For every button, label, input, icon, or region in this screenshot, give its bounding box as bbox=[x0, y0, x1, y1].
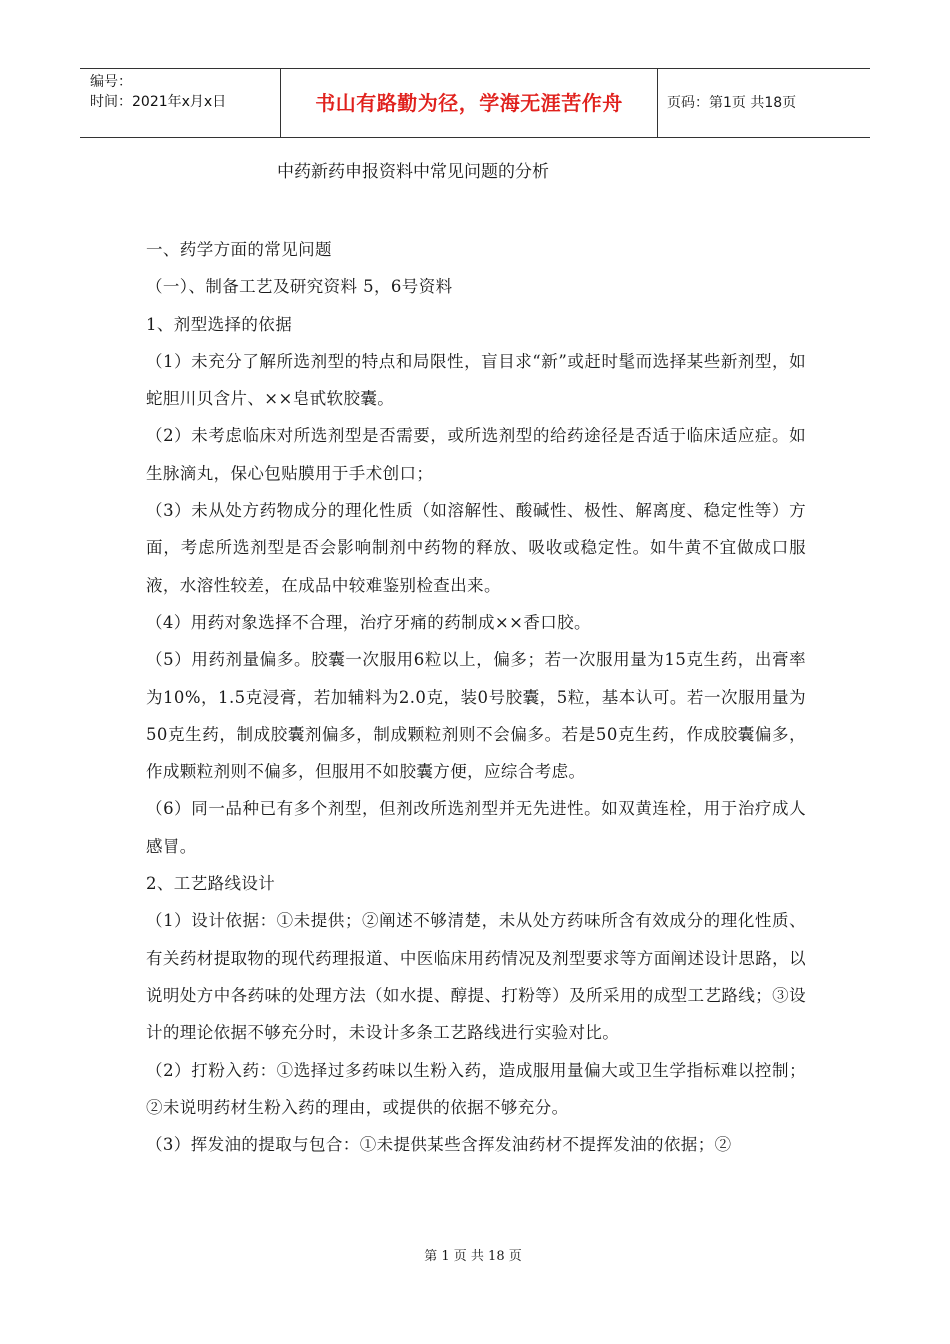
footer-page-number: 第 1 页 共 18 页 bbox=[424, 1249, 522, 1264]
header-page-info: 页码：第1页 共18页 bbox=[667, 95, 797, 111]
item-heading: 1、剂型选择的依据 bbox=[146, 314, 293, 334]
body-paragraph: （6）同一品种已有多个剂型，但剂改所选剂型并无先进性。如双黄连栓，用于治疗成人感冒。 bbox=[146, 799, 806, 856]
subsection-heading: （一）、制备工艺及研究资料 5，6号资料 bbox=[146, 277, 453, 297]
header-motto-cell bbox=[280, 69, 658, 137]
item-heading: 2、工艺路线设计 bbox=[146, 874, 276, 894]
document-number-label: 编号： bbox=[90, 74, 132, 90]
section-heading: 一、药学方面的常见问题 bbox=[146, 240, 332, 259]
body-paragraph: （3）挥发油的提取与包合：①未提供某些含挥发油药材不提挥发油的依据；② bbox=[146, 1135, 732, 1155]
body-paragraph: （4）用药对象选择不合理，治疗牙痛的药制成××香口胶。 bbox=[146, 612, 591, 632]
document-body bbox=[146, 231, 806, 1163]
header-page-cell bbox=[658, 69, 870, 137]
body-paragraph: （1）未充分了解所选剂型的特点和局限性，盲目求“新”或赶时髦而选择某些新剂型，如蛇胆川贝含片、××皂甙软胶囊。 bbox=[146, 351, 806, 409]
page-header bbox=[80, 68, 870, 138]
body-paragraph: （5）用药剂量偏多。胶囊一次服用6粒以上，偏多；若一次服用量为15克生药，出膏率为10%，1.5克浸膏，若加辅料为2.0克，装0号胶囊，5粒，基本认可。若一次服用量为50克生药，制成胶囊剂偏多，制成颗粒剂则不会偏多。若是50克生药，作成胶囊偏多，作成颗粒剂则不偏多，但服用不如胶囊方便，应综合考虑。 bbox=[146, 650, 806, 782]
body-paragraph: （2）打粉入药：①选择过多药味以生粉入药，造成服用量偏大或卫生学指标难以控制；②未说明药材生粉入药的理由，或提供的依据不够充分。 bbox=[146, 1060, 806, 1117]
body-paragraph: （2）未考虑临床对所选剂型是否需要，或所选剂型的给药途径是否适于临床适应症。如生脉滴丸，保心包贴膜用于手术创口； bbox=[146, 426, 806, 483]
document-title: 中药新药申报资料中常见问题的分析 bbox=[277, 162, 549, 182]
body-paragraph: （3）未从处方药物成分的理化性质（如溶解性、酸碱性、极性、解离度、稳定性等）方面，考虑所选剂型是否会影响制剂中药物的释放、吸收或稳定性。如牛黄不宜做成口服液，水溶性较差，在成品中较难鉴别检查出来。 bbox=[146, 501, 806, 595]
header-meta-cell bbox=[80, 69, 280, 137]
body-paragraph: （1）设计依据：①未提供；②阐述不够清楚，未从处方药味所含有效成分的理化性质、有关药材提取物的现代药理报道、中医临床用药情况及剂型要求等方面阐述设计思路，以说明处方中各药味的处理方法（如水提、醇提、打粉等）及所采用的成型工艺路线；③设计的理论依据不够充分时，未设计多条工艺路线进行实验对比。 bbox=[146, 911, 806, 1043]
header-motto: 书山有路勤为径，学海无涯苦作舟 bbox=[315, 91, 623, 115]
page-footer bbox=[0, 1245, 950, 1264]
document-time-label: 时间：2021年x月x日 bbox=[90, 94, 227, 110]
document-title-wrapper bbox=[0, 158, 950, 186]
